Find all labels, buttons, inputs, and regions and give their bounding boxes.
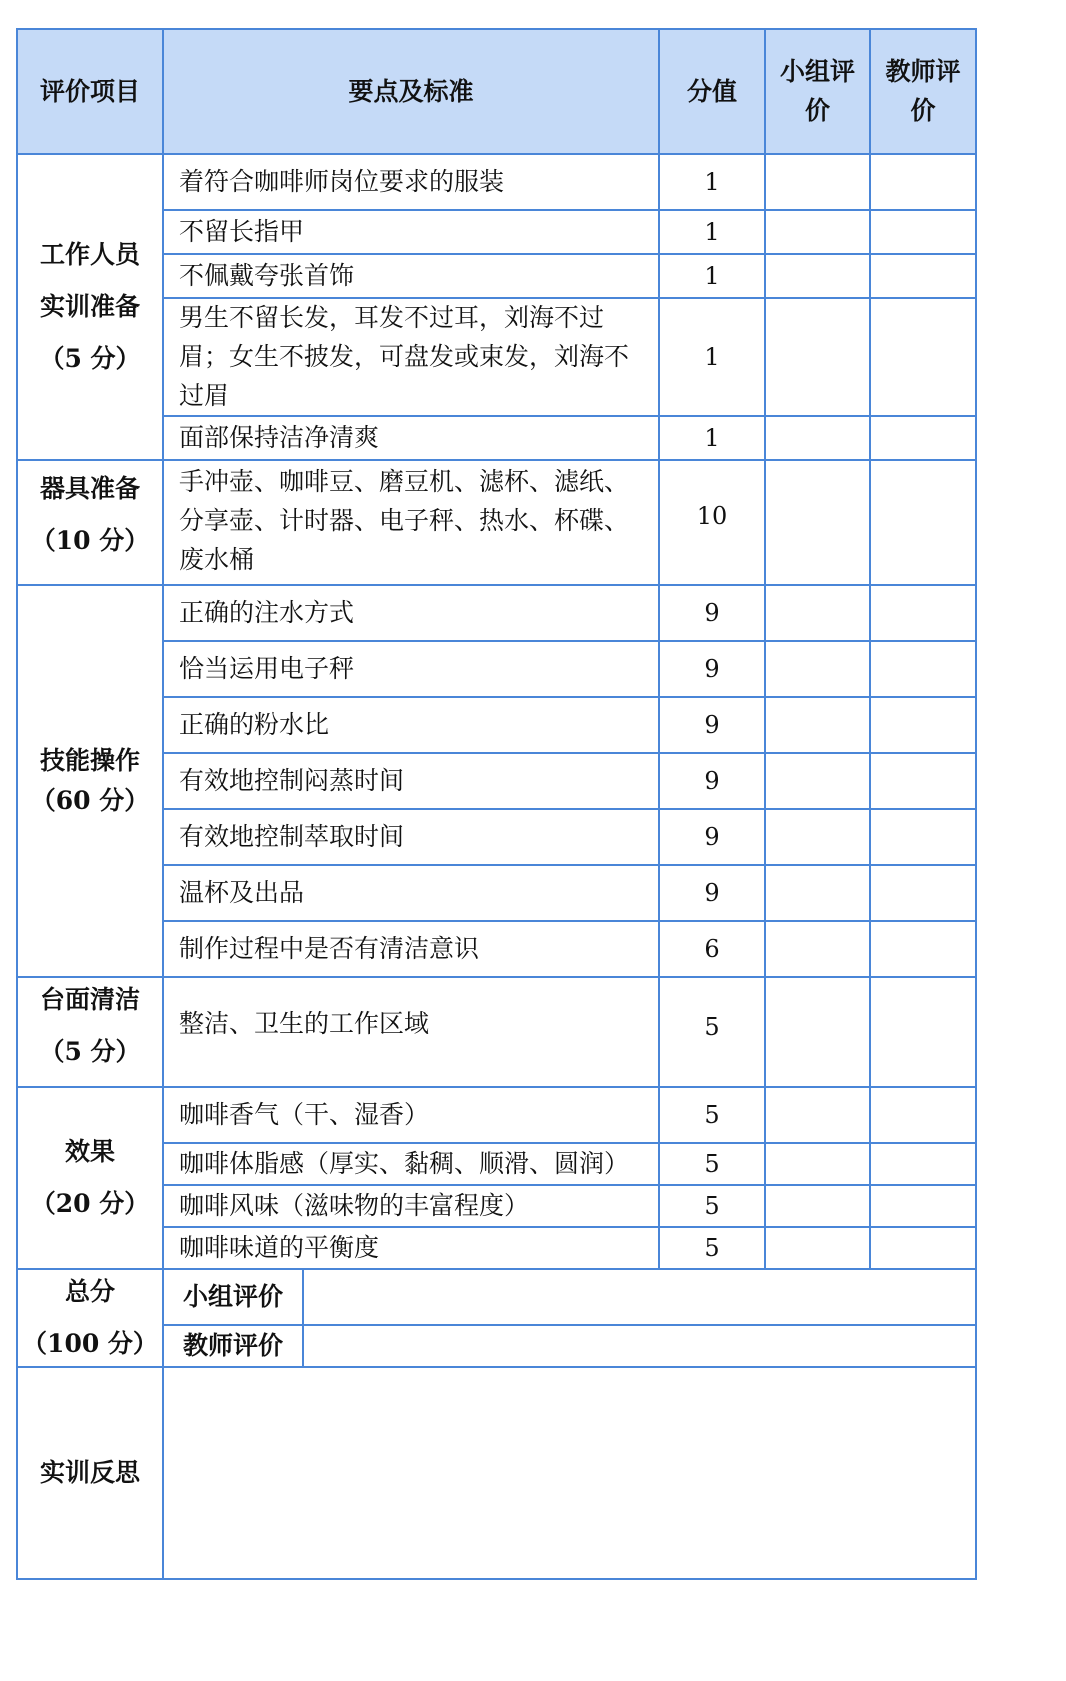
group-eval-cell[interactable] (765, 1143, 870, 1185)
evaluation-table-wrapper (16, 28, 977, 1580)
score-cell: 6 (659, 921, 765, 977)
group-eval-cell[interactable] (765, 416, 870, 460)
header-row (17, 29, 976, 154)
reflection-label: 实训反思 (17, 1367, 163, 1579)
category-line: 技能操作 (39, 746, 140, 776)
group-eval-cell[interactable] (765, 154, 870, 210)
header-score: 分值 (659, 29, 765, 154)
group-eval-cell[interactable] (765, 697, 870, 753)
category-line: （10 分） (30, 526, 150, 556)
teacher-eval-cell[interactable] (870, 254, 976, 298)
table-row (17, 154, 976, 210)
category-line: 效果 (64, 1137, 115, 1167)
category-cell (17, 154, 163, 460)
group-eval-cell[interactable] (765, 1185, 870, 1227)
total-label-line: 总分 (64, 1277, 115, 1307)
score-cell: 1 (659, 254, 765, 298)
teacher-eval-cell[interactable] (870, 210, 976, 254)
total-group-eval-label: 小组评价 (163, 1269, 303, 1325)
teacher-eval-cell[interactable] (870, 298, 976, 416)
category-cell (17, 460, 163, 585)
reflection-row (17, 1367, 976, 1579)
category-line: 器具准备 (39, 474, 140, 504)
header-group-eval: 小组评价 (765, 29, 870, 154)
category-line: （5 分） (39, 344, 141, 374)
teacher-eval-cell[interactable] (870, 977, 976, 1087)
criteria-cell: 正确的粉水比 (163, 697, 659, 753)
category-line: （20 分） (30, 1189, 150, 1219)
score-cell: 1 (659, 298, 765, 416)
teacher-eval-cell[interactable] (870, 921, 976, 977)
score-cell: 1 (659, 154, 765, 210)
category-cell (17, 977, 163, 1087)
group-eval-cell[interactable] (765, 585, 870, 641)
score-cell: 9 (659, 585, 765, 641)
criteria-cell: 整洁、卫生的工作区域 (163, 977, 659, 1087)
criteria-cell: 温杯及出品 (163, 865, 659, 921)
category-line: 台面清洁 (39, 985, 140, 1015)
header-category: 评价项目 (17, 29, 163, 154)
category-line: 实训准备 (39, 292, 140, 322)
criteria-cell: 面部保持洁净清爽 (163, 416, 659, 460)
criteria-cell: 恰当运用电子秤 (163, 641, 659, 697)
table-row (17, 1087, 976, 1143)
teacher-eval-cell[interactable] (870, 154, 976, 210)
criteria-cell: 咖啡风味（滋味物的丰富程度） (163, 1185, 659, 1227)
teacher-eval-cell[interactable] (870, 460, 976, 585)
teacher-eval-cell[interactable] (870, 1143, 976, 1185)
criteria-cell: 咖啡味道的平衡度 (163, 1227, 659, 1269)
score-cell: 9 (659, 809, 765, 865)
table-row (17, 977, 976, 1087)
group-eval-cell[interactable] (765, 460, 870, 585)
group-eval-cell[interactable] (765, 809, 870, 865)
teacher-eval-cell[interactable] (870, 753, 976, 809)
teacher-eval-cell[interactable] (870, 1185, 976, 1227)
group-eval-cell[interactable] (765, 254, 870, 298)
score-cell: 10 (659, 460, 765, 585)
teacher-eval-cell[interactable] (870, 865, 976, 921)
score-cell: 9 (659, 753, 765, 809)
teacher-eval-cell[interactable] (870, 1227, 976, 1269)
criteria-cell: 制作过程中是否有清洁意识 (163, 921, 659, 977)
teacher-eval-cell[interactable] (870, 416, 976, 460)
score-cell: 1 (659, 416, 765, 460)
group-eval-cell[interactable] (765, 753, 870, 809)
criteria-cell: 不佩戴夸张首饰 (163, 254, 659, 298)
evaluation-table (16, 28, 977, 1580)
criteria-cell: 咖啡香气（干、湿香） (163, 1087, 659, 1143)
category-line: （60 分） (30, 786, 150, 816)
table-row (17, 585, 976, 641)
teacher-eval-cell[interactable] (870, 585, 976, 641)
criteria-cell: 着符合咖啡师岗位要求的服装 (163, 154, 659, 210)
group-eval-cell[interactable] (765, 210, 870, 254)
score-cell: 5 (659, 1087, 765, 1143)
criteria-cell: 有效地控制萃取时间 (163, 809, 659, 865)
total-label-line: （100 分） (22, 1329, 158, 1359)
category-line: 工作人员 (39, 240, 140, 270)
total-teacher-eval-input[interactable] (303, 1325, 976, 1367)
group-eval-cell[interactable] (765, 641, 870, 697)
criteria-cell: 手冲壶、咖啡豆、磨豆机、滤杯、滤纸、分享壶、计时器、电子秤、热水、杯碟、废水桶 (163, 460, 659, 585)
header-criteria: 要点及标准 (163, 29, 659, 154)
group-eval-cell[interactable] (765, 865, 870, 921)
table-row (17, 460, 976, 585)
group-eval-cell[interactable] (765, 298, 870, 416)
criteria-cell: 男生不留长发，耳发不过耳，刘海不过眉；女生不披发，可盘发或束发，刘海不过眉 (163, 298, 659, 416)
total-row-group (17, 1269, 976, 1325)
criteria-cell: 有效地控制闷蒸时间 (163, 753, 659, 809)
total-group-eval-input[interactable] (303, 1269, 976, 1325)
score-cell: 9 (659, 641, 765, 697)
header-teacher-eval: 教师评价 (870, 29, 976, 154)
group-eval-cell[interactable] (765, 1087, 870, 1143)
category-cell (17, 1087, 163, 1269)
category-line: （5 分） (39, 1037, 141, 1067)
score-cell: 5 (659, 1143, 765, 1185)
score-cell: 5 (659, 1227, 765, 1269)
score-cell: 9 (659, 865, 765, 921)
teacher-eval-cell[interactable] (870, 809, 976, 865)
criteria-cell: 不留长指甲 (163, 210, 659, 254)
score-cell: 1 (659, 210, 765, 254)
total-label-cell (17, 1269, 163, 1367)
score-cell: 9 (659, 697, 765, 753)
group-eval-cell[interactable] (765, 1227, 870, 1269)
total-teacher-eval-label: 教师评价 (163, 1325, 303, 1367)
criteria-cell: 正确的注水方式 (163, 585, 659, 641)
teacher-eval-cell[interactable] (870, 641, 976, 697)
teacher-eval-cell[interactable] (870, 1087, 976, 1143)
reflection-input[interactable] (163, 1367, 976, 1579)
criteria-cell: 咖啡体脂感（厚实、黏稠、顺滑、圆润） (163, 1143, 659, 1185)
score-cell: 5 (659, 1185, 765, 1227)
score-cell: 5 (659, 977, 765, 1087)
category-cell (17, 585, 163, 977)
group-eval-cell[interactable] (765, 977, 870, 1087)
teacher-eval-cell[interactable] (870, 697, 976, 753)
group-eval-cell[interactable] (765, 921, 870, 977)
